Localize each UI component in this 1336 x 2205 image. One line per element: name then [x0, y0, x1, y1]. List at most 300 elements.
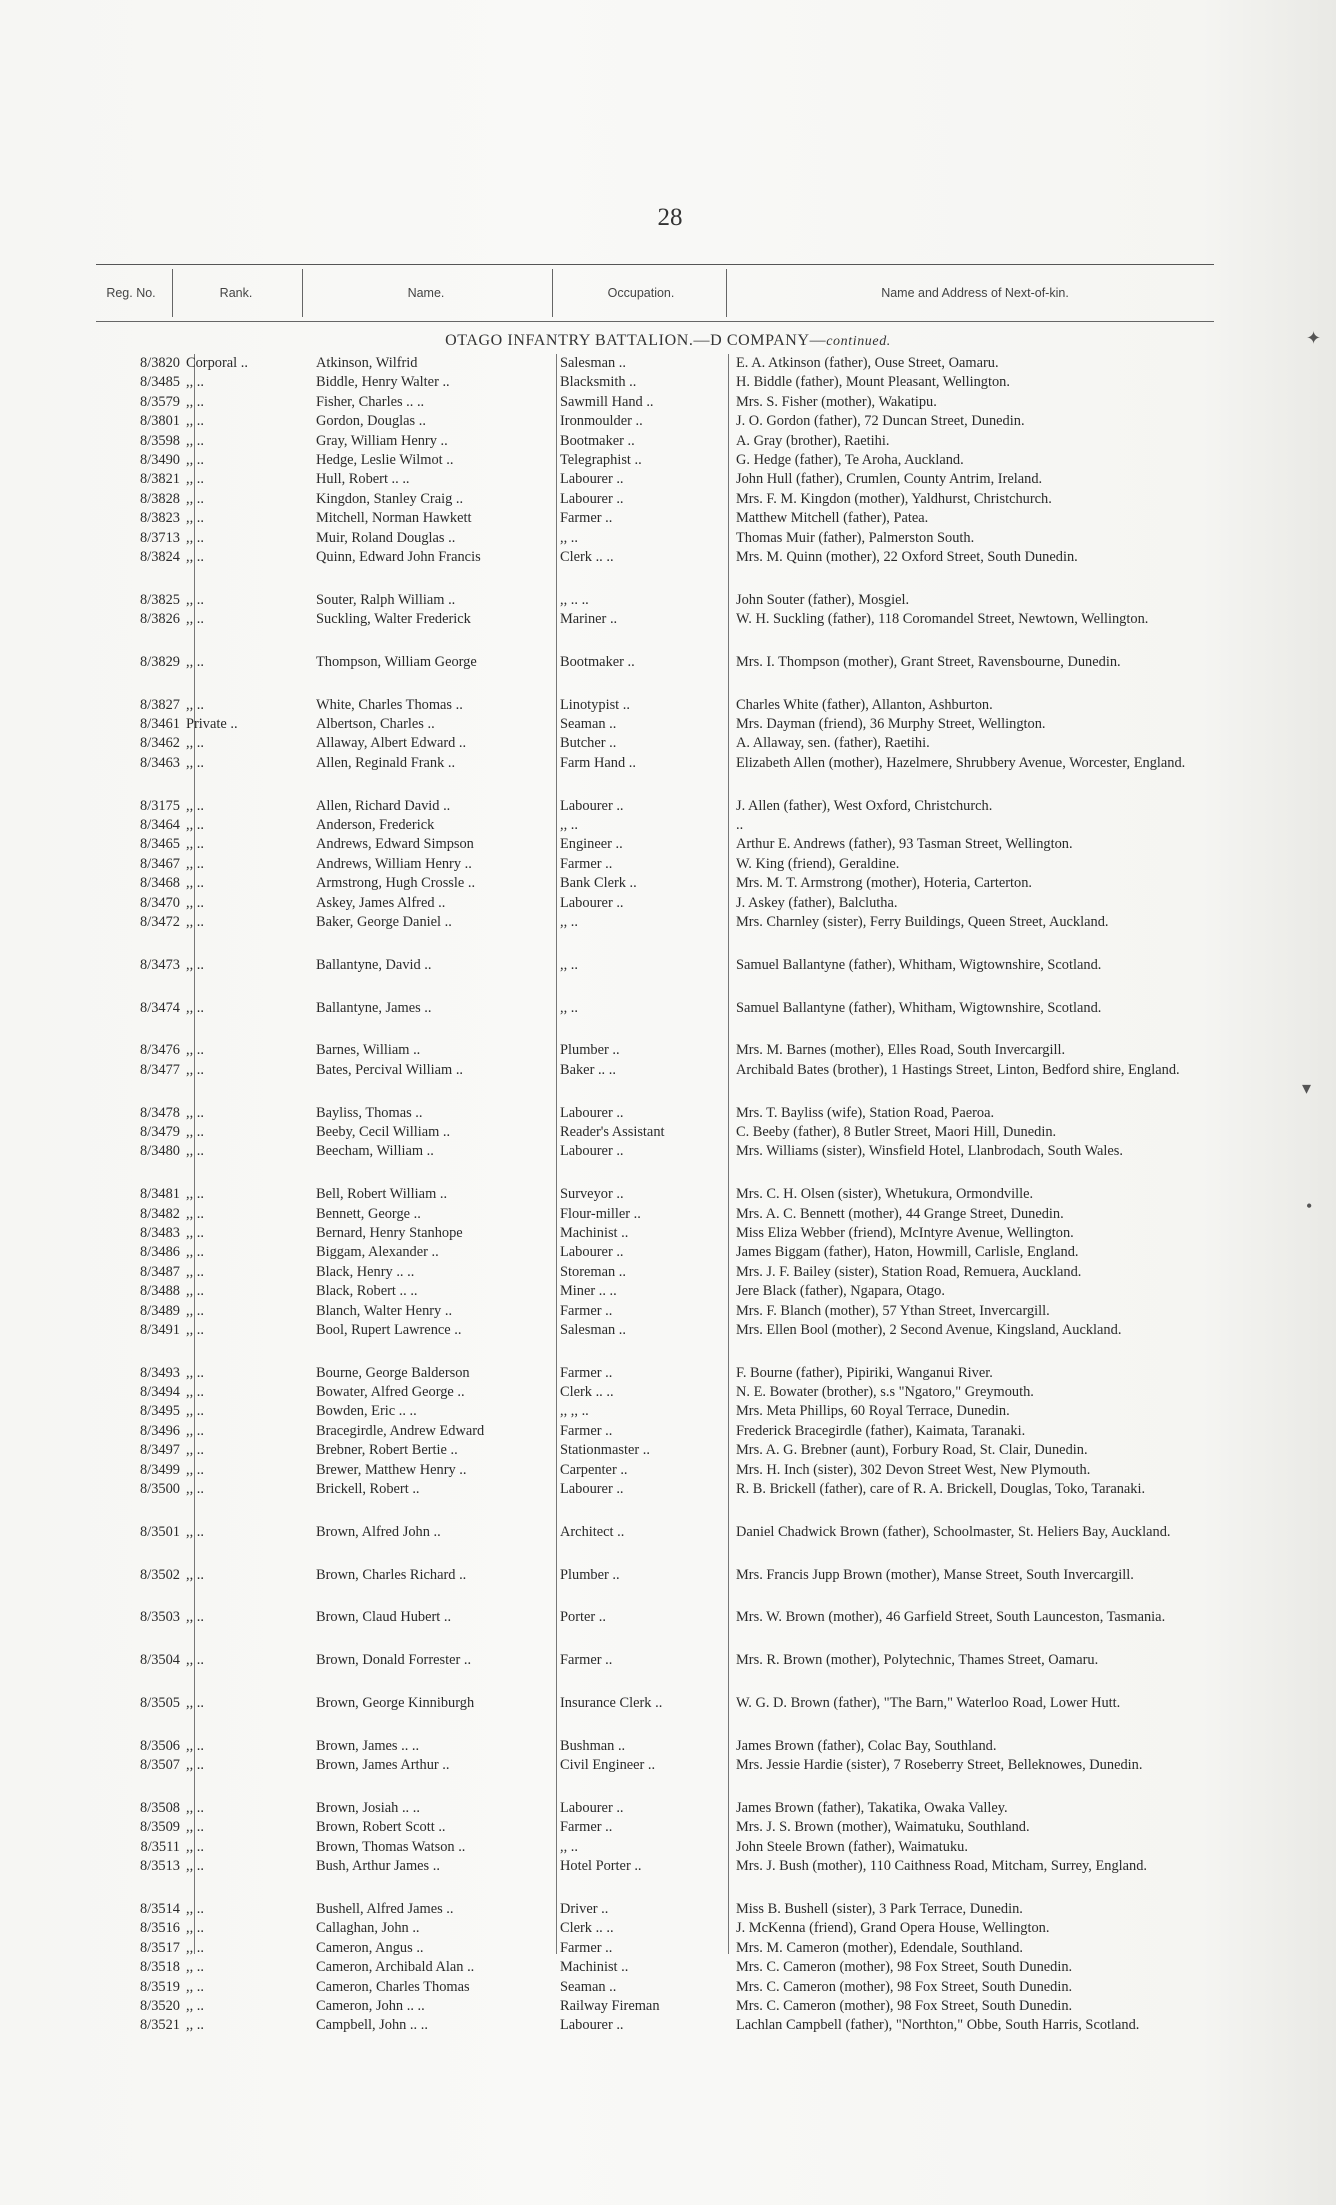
occupation-cell: Farmer ..: [560, 1364, 613, 1381]
name-cell: Ballantyne, James ..: [316, 999, 432, 1016]
reg-no-cell: 8/3491: [140, 1321, 180, 1338]
name-cell: Bushell, Alfred James ..: [316, 1900, 454, 1917]
rank-cell: ,, ..: [186, 1186, 204, 1203]
header-name: Name.: [407, 286, 445, 300]
next-of-kin-cell: Mrs. C. Cameron (mother), 98 Fox Street, South Dunedin.: [736, 1959, 1073, 1976]
name-cell: Cameron, Angus ..: [316, 1939, 424, 1956]
name-cell: Bourne, George Balderson: [316, 1364, 470, 1381]
rank-cell: ,, ..: [186, 1858, 204, 1875]
name-cell: Gordon, Douglas ..: [316, 413, 426, 430]
page-number: 28: [657, 204, 683, 231]
name-cell: Brown, Donald Forrester ..: [316, 1652, 472, 1669]
next-of-kin-cell: Mrs. Williams (sister), Winsfield Hotel, Llanbrodach, South Wales.: [736, 1143, 1123, 1160]
next-of-kin-cell: Thomas Muir (father), Palmerston South.: [736, 529, 975, 546]
name-cell: Brown, Claud Hubert ..: [316, 1609, 452, 1626]
next-of-kin-cell: Mrs. J. F. Bailey (sister), Station Road, Remuera, Auckland.: [736, 1263, 1082, 1280]
reg-no-cell: 8/3496: [140, 1422, 180, 1439]
name-cell: Black, Henry .. ..: [316, 1263, 415, 1280]
next-of-kin-cell: Mrs. F. Blanch (mother), 57 Ythan Street, Invercargill.: [736, 1302, 1050, 1319]
table-row: [0, 1461, 1336, 1480]
rank-cell: ,, ..: [186, 1461, 204, 1478]
margin-mark: •: [1306, 1196, 1313, 1216]
occupation-cell: Railway Fireman: [560, 1997, 660, 2014]
occupation-cell: Farmer ..: [560, 1819, 613, 1836]
table-row: [0, 1919, 1336, 1938]
reg-no-cell: 8/3514: [140, 1900, 180, 1917]
table-row: [0, 1818, 1336, 1837]
reg-no-cell: 8/3464: [140, 817, 180, 834]
next-of-kin-cell: Elizabeth Allen (mother), Hazelmere, Shrubbery Avenue, Worcester, England.: [736, 754, 1186, 771]
occupation-cell: Farmer ..: [560, 1939, 613, 1956]
header-divider: [726, 269, 727, 317]
name-cell: Brewer, Matthew Henry ..: [316, 1461, 467, 1478]
table-row: [0, 1104, 1336, 1123]
reg-no-cell: 8/3503: [140, 1609, 180, 1626]
reg-no-cell: 8/3473: [140, 956, 180, 973]
table-row: [0, 1061, 1336, 1104]
occupation-cell: ,, ..: [560, 1838, 578, 1855]
occupation-cell: Reader's Assistant: [560, 1123, 665, 1140]
name-cell: Quinn, Edward John Francis: [316, 548, 481, 565]
table-row: [0, 913, 1336, 956]
rank-cell: ,, ..: [186, 413, 204, 430]
name-cell: Albertson, Charles ..: [316, 716, 435, 733]
name-cell: White, Charles Thomas ..: [316, 696, 463, 713]
occupation-cell: Blacksmith ..: [560, 374, 637, 391]
occupation-cell: Farm Hand ..: [560, 754, 636, 771]
rank-cell: ,, ..: [186, 1978, 204, 1995]
reg-no-cell: 8/3821: [140, 471, 180, 488]
reg-no-cell: 8/3497: [140, 1442, 180, 1459]
occupation-cell: Miner .. ..: [560, 1283, 617, 1300]
name-cell: Brown, James Arthur ..: [316, 1757, 450, 1774]
occupation-cell: Labourer ..: [560, 1244, 624, 1261]
occupation-cell: Linotypist ..: [560, 696, 630, 713]
reg-no-cell: 8/3520: [140, 1997, 180, 2014]
occupation-cell: ,, ..: [560, 999, 578, 1016]
table-row: [0, 1694, 1336, 1737]
next-of-kin-cell: W. King (friend), Geraldine.: [736, 855, 900, 872]
next-of-kin-cell: Mrs. A. C. Bennett (mother), 44 Grange Street, Dunedin.: [736, 1205, 1064, 1222]
name-cell: Baker, George Daniel ..: [316, 914, 452, 930]
rank-cell: ,, ..: [186, 490, 204, 507]
reg-no-cell: 8/3598: [140, 432, 180, 449]
occupation-cell: Telegraphist ..: [560, 451, 642, 468]
name-cell: Biddle, Henry Walter ..: [316, 374, 450, 391]
table-row: [0, 1422, 1336, 1441]
occupation-cell: Farmer ..: [560, 510, 613, 527]
name-cell: Cameron, Charles Thomas: [316, 1978, 470, 1995]
table-row: [0, 1123, 1336, 1142]
occupation-cell: Labourer ..: [560, 1104, 624, 1121]
table-row: [0, 855, 1336, 874]
table-row: [0, 1302, 1336, 1321]
name-cell: Blanch, Walter Henry ..: [316, 1302, 453, 1319]
name-cell: Atkinson, Wilfrid: [316, 355, 418, 371]
occupation-cell: Baker .. ..: [560, 1061, 616, 1078]
table-row: [0, 1364, 1336, 1383]
reg-no-cell: 8/3483: [140, 1224, 180, 1241]
reg-no-cell: 8/3487: [140, 1263, 180, 1280]
rank-cell: ,, ..: [186, 1302, 204, 1319]
reg-no-cell: 8/3485: [140, 374, 180, 391]
reg-no-cell: 8/3493: [140, 1364, 180, 1381]
reg-no-cell: 8/3499: [140, 1461, 180, 1478]
table-row: [0, 1402, 1336, 1421]
rank-cell: ,, ..: [186, 1205, 204, 1222]
next-of-kin-cell: Arthur E. Andrews (father), 93 Tasman Street, Wellington.: [736, 836, 1073, 853]
header-next-of-kin: Name and Address of Next-of-kin.: [881, 286, 1069, 300]
occupation-cell: Flour-miller ..: [560, 1205, 641, 1222]
name-cell: Armstrong, Hugh Crossle ..: [316, 875, 476, 892]
occupation-cell: Labourer ..: [560, 471, 624, 488]
reg-no-cell: 8/3463: [140, 754, 180, 771]
name-cell: Souter, Ralph William ..: [316, 591, 456, 608]
name-cell: Allaway, Albert Edward ..: [316, 735, 467, 752]
occupation-cell: Carpenter ..: [560, 1461, 628, 1478]
name-cell: Brown, George Kinniburgh: [316, 1695, 475, 1712]
table-row: [0, 432, 1336, 451]
occupation-cell: Labourer ..: [560, 2017, 624, 2034]
rank-cell: ,, ..: [186, 1042, 204, 1059]
reg-no-cell: 8/3468: [140, 875, 180, 892]
next-of-kin-cell: Miss Eliza Webber (friend), McIntyre Avenue, Wellington.: [736, 1224, 1074, 1241]
table-row: [0, 1282, 1336, 1301]
table-row: [0, 999, 1336, 1042]
name-cell: Cameron, John .. ..: [316, 1997, 425, 2014]
occupation-cell: Salesman ..: [560, 355, 626, 371]
name-cell: Bowden, Eric .. ..: [316, 1403, 417, 1420]
next-of-kin-cell: G. Hedge (father), Te Aroha, Auckland.: [736, 451, 964, 468]
name-cell: Bush, Arthur James ..: [316, 1858, 440, 1875]
reg-no-cell: 8/3500: [140, 1481, 180, 1498]
name-cell: Muir, Roland Douglas ..: [316, 529, 456, 546]
occupation-cell: Labourer ..: [560, 894, 624, 911]
name-cell: Campbell, John .. ..: [316, 2017, 428, 2034]
rank-cell: ,, ..: [186, 1959, 204, 1976]
rank-cell: ,, ..: [186, 836, 204, 853]
name-cell: Brickell, Robert ..: [316, 1481, 420, 1498]
next-of-kin-cell: Mrs. M. Cameron (mother), Edendale, Southland.: [736, 1939, 1023, 1956]
occupation-cell: Hotel Porter ..: [560, 1858, 642, 1875]
next-of-kin-cell: Mrs. C. H. Olsen (sister), Whetukura, Ormondville.: [736, 1186, 1034, 1203]
table-row: [0, 1737, 1336, 1756]
occupation-cell: Storeman ..: [560, 1263, 626, 1280]
reg-no-cell: 8/3825: [140, 591, 180, 608]
reg-no-cell: 8/3477: [140, 1061, 180, 1078]
table-row: [0, 754, 1336, 797]
name-cell: Suckling, Walter Frederick: [316, 611, 471, 628]
occupation-cell: Stationmaster ..: [560, 1442, 650, 1459]
next-of-kin-cell: Miss B. Bushell (sister), 3 Park Terrace, Dunedin.: [736, 1900, 1023, 1917]
rank-cell: ,, ..: [186, 548, 204, 565]
table-row: [0, 874, 1336, 893]
header-divider: [302, 269, 303, 317]
reg-no-cell: 8/3494: [140, 1384, 180, 1401]
table-row: [0, 1756, 1336, 1799]
table-row: [0, 1441, 1336, 1460]
rank-cell: ,, ..: [186, 1442, 204, 1459]
occupation-cell: Clerk .. ..: [560, 548, 614, 565]
rank-cell: ,, ..: [186, 611, 204, 628]
rank-cell: ,, ..: [186, 1838, 204, 1855]
rank-cell: ,, ..: [186, 393, 204, 410]
reg-no-cell: 8/3472: [140, 914, 180, 930]
occupation-cell: Farmer ..: [560, 855, 613, 872]
rank-cell: ,, ..: [186, 510, 204, 527]
next-of-kin-cell: Mrs. I. Thompson (mother), Grant Street, Ravensbourne, Dunedin.: [736, 653, 1121, 670]
reg-no-cell: 8/3820: [140, 355, 180, 371]
name-cell: Biggam, Alexander ..: [316, 1244, 439, 1261]
next-of-kin-cell: Mrs. H. Inch (sister), 302 Devon Street West, New Plymouth.: [736, 1461, 1091, 1478]
rank-cell: ,, ..: [186, 2017, 204, 2034]
next-of-kin-cell: W. G. D. Brown (father), "The Barn," Waterloo Road, Lower Hutt.: [736, 1695, 1121, 1712]
next-of-kin-cell: Mrs. F. M. Kingdon (mother), Yaldhurst, Christchurch.: [736, 490, 1052, 507]
next-of-kin-cell: Mrs. Charnley (sister), Ferry Buildings, Queen Street, Auckland.: [736, 914, 1109, 930]
table-row: [0, 1041, 1336, 1060]
rank-cell: ,, ..: [186, 875, 204, 892]
reg-no-cell: 8/3506: [140, 1737, 180, 1754]
rank-cell: Private ..: [186, 716, 238, 733]
name-cell: Allen, Richard David ..: [316, 797, 451, 814]
reg-no-cell: 8/3502: [140, 1566, 180, 1583]
table-row: [0, 2016, 1336, 2059]
reg-no-cell: 8/3486: [140, 1244, 180, 1261]
table-row: [0, 1857, 1336, 1900]
next-of-kin-cell: Daniel Chadwick Brown (father), Schoolmaster, St. Heliers Bay, Auckland.: [736, 1523, 1171, 1540]
reg-no-cell: 8/3827: [140, 696, 180, 713]
name-cell: Brown, James .. ..: [316, 1737, 420, 1754]
next-of-kin-cell: Mrs. Francis Jupp Brown (mother), Manse Street, South Invercargill.: [736, 1566, 1134, 1583]
name-cell: Bayliss, Thomas ..: [316, 1104, 423, 1121]
header-divider: [172, 269, 173, 317]
name-cell: Bennett, George ..: [316, 1205, 421, 1222]
reg-no-cell: 8/3461: [140, 716, 180, 733]
occupation-cell: ,, ..: [560, 914, 578, 930]
rank-cell: ,, ..: [186, 1143, 204, 1160]
name-cell: Bracegirdle, Andrew Edward: [316, 1422, 485, 1439]
rank-cell: ,, ..: [186, 653, 204, 670]
next-of-kin-cell: Mrs. Meta Phillips, 60 Royal Terrace, Dunedin.: [736, 1403, 1010, 1420]
name-cell: Gray, William Henry ..: [316, 432, 448, 449]
table-row: [0, 509, 1336, 528]
next-of-kin-cell: Lachlan Campbell (father), "Northton," Obbe, South Harris, Scotland.: [736, 2017, 1140, 2034]
next-of-kin-cell: E. A. Atkinson (father), Ouse Street, Oamaru.: [736, 355, 999, 371]
rank-cell: ,, ..: [186, 1061, 204, 1078]
name-cell: Fisher, Charles .. ..: [316, 393, 425, 410]
occupation-cell: Labourer ..: [560, 797, 624, 814]
table-row: [0, 591, 1336, 610]
occupation-cell: Clerk .. ..: [560, 1384, 614, 1401]
table-row: [0, 451, 1336, 470]
rank-cell: ,, ..: [186, 1403, 204, 1420]
next-of-kin-cell: J. Askey (father), Balclutha.: [736, 894, 898, 911]
occupation-cell: Seaman ..: [560, 716, 617, 733]
table-row: [0, 1321, 1336, 1364]
reg-no-cell: 8/3828: [140, 490, 180, 507]
occupation-cell: Ironmoulder ..: [560, 413, 643, 430]
name-cell: Andrews, Edward Simpson: [316, 836, 474, 853]
occupation-cell: Insurance Clerk ..: [560, 1695, 663, 1712]
table-row: [0, 816, 1336, 835]
table-row: [0, 797, 1336, 816]
occupation-cell: Plumber ..: [560, 1566, 620, 1583]
table-row: [0, 835, 1336, 854]
reg-no-cell: 8/3505: [140, 1695, 180, 1712]
rank-cell: ,, ..: [186, 1757, 204, 1774]
rank-cell: ,, ..: [186, 432, 204, 449]
occupation-cell: Bank Clerk ..: [560, 875, 637, 892]
next-of-kin-cell: Jere Black (father), Ngapara, Otago.: [736, 1283, 945, 1300]
reg-no-cell: 8/3507: [140, 1757, 180, 1774]
occupation-cell: Mariner ..: [560, 611, 618, 628]
next-of-kin-cell: John Hull (father), Crumlen, County Antrim, Ireland.: [736, 471, 1043, 488]
occupation-cell: ,, ..: [560, 529, 578, 546]
next-of-kin-cell: Mrs. M. T. Armstrong (mother), Hoteria, Carterton.: [736, 875, 1033, 892]
name-cell: Beeby, Cecil William ..: [316, 1123, 451, 1140]
next-of-kin-cell: R. B. Brickell (father), care of R. A. Brickell, Douglas, Toko, Taranaki.: [736, 1481, 1146, 1498]
name-cell: Brown, Josiah .. ..: [316, 1800, 420, 1816]
occupation-cell: Farmer ..: [560, 1652, 613, 1669]
next-of-kin-cell: Mrs. S. Fisher (mother), Wakatipu.: [736, 393, 937, 410]
occupation-cell: Labourer ..: [560, 1481, 624, 1498]
table-row: [0, 1224, 1336, 1243]
header-reg-no: Reg. No.: [106, 286, 156, 300]
rank-cell: ,, ..: [186, 1609, 204, 1626]
next-of-kin-cell: Charles White (father), Allanton, Ashburton.: [736, 696, 993, 713]
next-of-kin-cell: A. Gray (brother), Raetihi.: [736, 432, 890, 449]
rank-cell: ,, ..: [186, 1566, 204, 1583]
next-of-kin-cell: Mrs. R. Brown (mother), Polytechnic, Thames Street, Oamaru.: [736, 1652, 1099, 1669]
occupation-cell: Sawmill Hand ..: [560, 393, 654, 410]
table-row: [0, 653, 1336, 696]
table-row: [0, 1900, 1336, 1919]
table-row: [0, 1480, 1336, 1523]
next-of-kin-cell: W. H. Suckling (father), 118 Coromandel Street, Newtown, Wellington.: [736, 611, 1149, 628]
next-of-kin-cell: Matthew Mitchell (father), Patea.: [736, 510, 929, 527]
table-row: [0, 412, 1336, 431]
occupation-cell: Salesman ..: [560, 1321, 626, 1338]
rank-cell: ,, ..: [186, 1104, 204, 1121]
name-cell: Andrews, William Henry ..: [316, 855, 472, 872]
next-of-kin-cell: J. O. Gordon (father), 72 Duncan Street, Dunedin.: [736, 413, 1025, 430]
name-cell: Brebner, Robert Bertie ..: [316, 1442, 458, 1459]
table-row: [0, 393, 1336, 412]
occupation-cell: Farmer ..: [560, 1422, 613, 1439]
reg-no-cell: 8/3470: [140, 894, 180, 911]
rank-cell: ,, ..: [186, 1819, 204, 1836]
rank-cell: ,, ..: [186, 999, 204, 1016]
next-of-kin-cell: N. E. Bowater (brother), s.s "Ngatoro," Greymouth.: [736, 1384, 1034, 1401]
next-of-kin-cell: James Brown (father), Colac Bay, Southland.: [736, 1737, 997, 1754]
next-of-kin-cell: Mrs. M. Quinn (mother), 22 Oxford Street, South Dunedin.: [736, 548, 1078, 565]
reg-no-cell: 8/3508: [140, 1800, 180, 1816]
table-row: [0, 548, 1336, 591]
name-cell: Barnes, William ..: [316, 1042, 421, 1059]
next-of-kin-cell: Mrs. A. G. Brebner (aunt), Forbury Road, St. Clair, Dunedin.: [736, 1442, 1088, 1459]
rank-cell: ,, ..: [186, 1384, 204, 1401]
occupation-cell: Machinist ..: [560, 1959, 629, 1976]
next-of-kin-cell: Mrs. C. Cameron (mother), 98 Fox Street, South Dunedin.: [736, 1997, 1073, 2014]
reg-no-cell: 8/3826: [140, 611, 180, 628]
occupation-cell: Butcher ..: [560, 735, 617, 752]
name-cell: Kingdon, Stanley Craig ..: [316, 490, 464, 507]
occupation-cell: Farmer ..: [560, 1302, 613, 1319]
rank-cell: ,, ..: [186, 1997, 204, 2014]
table-row: [0, 1651, 1336, 1694]
rank-cell: ,, ..: [186, 754, 204, 771]
reg-no-cell: 8/3478: [140, 1104, 180, 1121]
header-rank: Rank.: [219, 286, 253, 300]
table-row: [0, 1939, 1336, 1958]
name-cell: Bell, Robert William ..: [316, 1186, 448, 1203]
rank-cell: ,, ..: [186, 1695, 204, 1712]
rank-cell: ,, ..: [186, 914, 204, 930]
table-row: [0, 956, 1336, 999]
occupation-cell: Labourer ..: [560, 1143, 624, 1160]
name-cell: Bates, Percival William ..: [316, 1061, 464, 1078]
section-title: [0, 332, 1336, 350]
reg-no-cell: 8/3829: [140, 653, 180, 670]
reg-no-cell: 8/3489: [140, 1302, 180, 1319]
rank-cell: ,, ..: [186, 894, 204, 911]
next-of-kin-cell: Mrs. M. Barnes (mother), Elles Road, South Invercargill.: [736, 1042, 1066, 1059]
header-occupation: Occupation.: [607, 286, 675, 300]
table-row: [0, 529, 1336, 548]
table-row: [0, 1205, 1336, 1224]
table-row: [0, 1566, 1336, 1609]
occupation-cell: ,, ..: [560, 817, 578, 834]
rank-cell: ,, ..: [186, 1523, 204, 1540]
rank-cell: ,, ..: [186, 1263, 204, 1280]
reg-no-cell: 8/3516: [140, 1920, 180, 1937]
rank-cell: ,, ..: [186, 1364, 204, 1381]
rank-cell: ,, ..: [186, 591, 204, 608]
occupation-cell: Clerk .. ..: [560, 1920, 614, 1937]
occupation-cell: Labourer ..: [560, 1800, 624, 1816]
rank-cell: ,, ..: [186, 1481, 204, 1498]
reg-no-cell: 8/3501: [140, 1523, 180, 1540]
rank-cell: ,, ..: [186, 1737, 204, 1754]
occupation-cell: Bootmaker ..: [560, 432, 635, 449]
name-cell: Askey, James Alfred ..: [316, 894, 446, 911]
rank-cell: ,, ..: [186, 471, 204, 488]
reg-no-cell: 8/3824: [140, 548, 180, 565]
next-of-kin-cell: John Steele Brown (father), Waimatuku.: [736, 1838, 968, 1855]
rank-cell: ,, ..: [186, 1123, 204, 1140]
reg-no-cell: 8/3476: [140, 1042, 180, 1059]
table-row: [0, 1978, 1336, 1997]
rank-cell: ,, ..: [186, 1283, 204, 1300]
occupation-cell: Porter ..: [560, 1609, 606, 1626]
next-of-kin-cell: Frederick Bracegirdle (father), Kaimata, Taranaki.: [736, 1422, 1026, 1439]
rank-cell: ,, ..: [186, 1800, 204, 1816]
next-of-kin-cell: Mrs. C. Cameron (mother), 98 Fox Street, South Dunedin.: [736, 1978, 1073, 1995]
name-cell: Bool, Rupert Lawrence ..: [316, 1321, 462, 1338]
reg-no-cell: 8/3490: [140, 451, 180, 468]
name-cell: Thompson, William George: [316, 653, 477, 670]
reg-no-cell: 8/3480: [140, 1143, 180, 1160]
table-header: [96, 264, 1214, 322]
name-cell: Callaghan, John ..: [316, 1920, 420, 1937]
next-of-kin-cell: Archibald Bates (brother), 1 Hastings Street, Linton, Bedford shire, England.: [736, 1061, 1180, 1078]
name-cell: Bowater, Alfred George ..: [316, 1384, 465, 1401]
occupation-cell: ,, ,, ..: [560, 1403, 589, 1420]
table-row: [0, 1838, 1336, 1857]
reg-no-cell: 8/3495: [140, 1403, 180, 1420]
name-cell: Allen, Reginald Frank ..: [316, 754, 456, 771]
rank-cell: ,, ..: [186, 1224, 204, 1241]
